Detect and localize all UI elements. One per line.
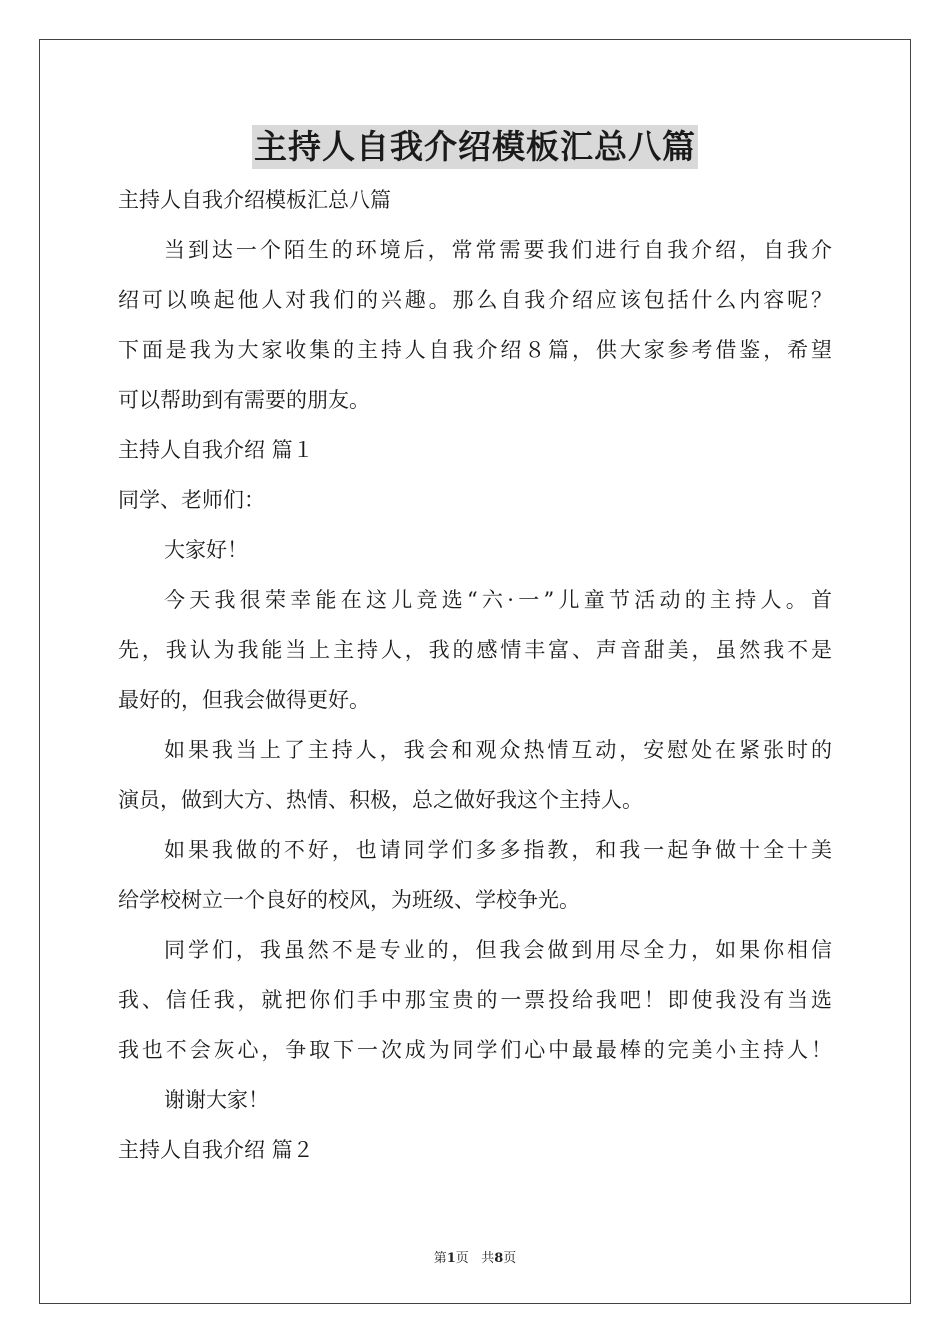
paragraph-line: 给学校树立一个良好的校风，为班级、学校争光。: [118, 888, 580, 912]
paragraph-line: 我、信任我，就把你们手中那宝贵的一票投给我吧！即使我没有当选: [118, 988, 832, 1012]
page-suffix: 页: [455, 1251, 469, 1266]
paragraph-line: 先，我认为我能当上主持人，我的感情丰富、声音甜美，虽然我不是: [118, 638, 832, 662]
page-prefix: 第: [433, 1251, 447, 1266]
paragraph-line: 今天我很荣幸能在这儿竞选“六·一”儿童节活动的主持人。首: [164, 588, 832, 612]
paragraph-line: 如果我做的不好，也请同学们多多指教，和我一起争做十全十美: [164, 838, 832, 862]
total-pages: 8: [494, 1251, 504, 1266]
paragraph-line: 同学、老师们：: [118, 488, 265, 512]
paragraph-line: 我也不会灰心，争取下一次成为同学们心中最最棒的完美小主持人！: [118, 1038, 832, 1062]
paragraph-line: 谢谢大家！: [164, 1088, 269, 1112]
paragraph-line: 可以帮助到有需要的朋友。: [118, 388, 370, 412]
section-heading: 主持人自我介绍 篇２: [118, 1138, 314, 1162]
total-prefix: 共: [481, 1251, 495, 1266]
document-body: [118, 175, 832, 1175]
total-suffix: 页: [503, 1251, 517, 1266]
paragraph-line: 同学们，我虽然不是专业的，但我会做到用尽全力，如果你相信: [164, 938, 832, 962]
paragraph-line: 绍可以唤起他人对我们的兴趣。那么自我介绍应该包括什么内容呢？: [118, 288, 832, 312]
page-footer: [0, 1247, 950, 1266]
title-wrap: [0, 125, 950, 169]
subtitle-line: 主持人自我介绍模板汇总八篇: [118, 188, 391, 212]
page-current: 1: [446, 1251, 456, 1266]
paragraph-line: 大家好！: [164, 538, 248, 562]
paragraph-line: 当到达一个陌生的环境后，常常需要我们进行自我介绍，自我介: [164, 238, 832, 262]
section-heading: 主持人自我介绍 篇１: [118, 438, 314, 462]
paragraph-line: 如果我当上了主持人，我会和观众热情互动，安慰处在紧张时的: [164, 738, 832, 762]
paragraph-line: 演员，做到大方、热情、积极，总之做好我这个主持人。: [118, 788, 643, 812]
paragraph-line: 下面是我为大家收集的主持人自我介绍８篇，供大家参考借鉴，希望: [118, 338, 832, 362]
paragraph-line: 最好的，但我会做得更好。: [118, 688, 370, 712]
document-title: 主持人自我介绍模板汇总八篇: [252, 125, 698, 169]
